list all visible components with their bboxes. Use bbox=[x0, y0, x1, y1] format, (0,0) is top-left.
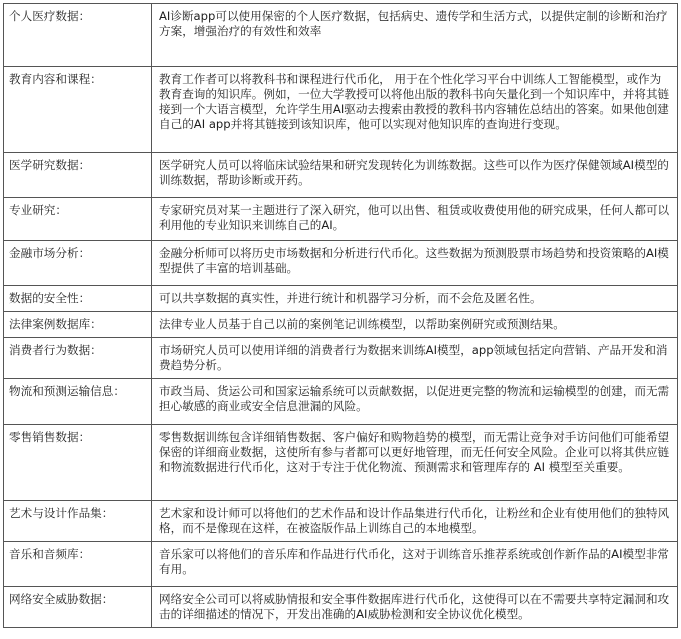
description-cell: 市场研究人员可以使用详细的消费者行为数据来训练AI模型，app领域包括定向营销、产品开发和消费趋势分析。 bbox=[152, 338, 678, 379]
table-row bbox=[4, 312, 678, 338]
table-row bbox=[4, 241, 678, 286]
description-cell: 金融分析师可以将历史市场数据和分析进行代币化。这些数据为预测股票市场趋势和投资策略的AI模型提供了丰富的培训基础。 bbox=[152, 241, 678, 286]
description-cell: 专家研究员对某一主题进行了深入研究，他可以出售、租赁或收费使用他的研究成果，任何人都可以利用他的专业知识来训练自己的AI。 bbox=[152, 198, 678, 241]
use-case-table bbox=[3, 3, 678, 628]
category-cell: 网络安全威胁数据： bbox=[4, 587, 152, 628]
category-cell: 物流和预测运输信息： bbox=[4, 379, 152, 425]
category-cell: 金融市场分析： bbox=[4, 241, 152, 286]
category-cell: 医学研究数据： bbox=[4, 153, 152, 198]
table-row bbox=[4, 338, 678, 379]
table-row bbox=[4, 587, 678, 628]
category-cell: 消费者行为数据： bbox=[4, 338, 152, 379]
category-cell: 教育内容和课程： bbox=[4, 67, 152, 153]
category-cell: 零售销售数据： bbox=[4, 425, 152, 501]
category-cell: 专业研究： bbox=[4, 198, 152, 241]
category-cell: 法律案例数据库： bbox=[4, 312, 152, 338]
table-row bbox=[4, 501, 678, 542]
table-row bbox=[4, 425, 678, 501]
category-cell: 数据的安全性： bbox=[4, 286, 152, 312]
description-cell: AI诊断app可以使用保密的个人医疗数据，包括病史、遗传学和生活方式，以提供定制的诊断和治疗方案，增强治疗的有效性和效率 bbox=[152, 4, 678, 67]
table-row bbox=[4, 153, 678, 198]
description-cell: 法律专业人员基于自己以前的案例笔记训练模型，以帮助案例研究或预测结果。 bbox=[152, 312, 678, 338]
table-row bbox=[4, 4, 678, 67]
description-cell: 零售数据训练包含详细销售数据、客户偏好和购物趋势的模型，而无需让竞争对手访问他们可能希望保密的详细商业数据，这使所有参与者都可以更好地管理，而无任何安全风险。企业可以将其供应链和物流数据进行代币化，这对于专注于优化物流、预测需求和管理库存的 AI 模型至关重要。 bbox=[152, 425, 678, 501]
category-cell: 艺术与设计作品集： bbox=[4, 501, 152, 542]
description-cell: 网络安全公司可以将威胁情报和安全事件数据库进行代币化，这使得可以在不需要共享特定漏洞和攻击的详细描述的情况下，开发出准确的AI威胁检测和安全协议优化模型。 bbox=[152, 587, 678, 628]
table-row bbox=[4, 67, 678, 153]
category-cell: 个人医疗数据： bbox=[4, 4, 152, 67]
description-cell: 可以共享数据的真实性，并进行统计和机器学习分析，而不会危及匿名性。 bbox=[152, 286, 678, 312]
table-row bbox=[4, 198, 678, 241]
table-row bbox=[4, 286, 678, 312]
description-cell: 教育工作者可以将教科书和课程进行代币化， 用于在个性化学习平台中训练人工智能模型，或作为教育查询的知识库。例如，一位大学教授可以将他出版的教科书向矢量化到一个知识库中，并将其链接到一个大语言模型，允许学生用AI驱动去搜索由教授的教科书内容辅佐总结出的答案。如果他创建自己的AI app并将其链接到该知识库，他可以实现对他知识库的查询进行变现。 bbox=[152, 67, 678, 153]
description-cell: 医学研究人员可以将临床试验结果和研究发现转化为训练数据。这些可以作为医疗保健领域AI模型的训练数据，帮助诊断或开药。 bbox=[152, 153, 678, 198]
description-cell: 市政当局、货运公司和国家运输系统可以贡献数据，以促进更完整的物流和运输模型的创建，而无需担心敏感的商业或安全信息泄漏的风险。 bbox=[152, 379, 678, 425]
table-row bbox=[4, 542, 678, 587]
description-cell: 艺术家和设计师可以将他们的艺术作品和设计作品集进行代币化，让粉丝和企业有使用他们的独特风格，而不是像现在这样，在被盗版作品上训练自己的本地模型。 bbox=[152, 501, 678, 542]
table-row bbox=[4, 379, 678, 425]
category-cell: 音乐和音频库： bbox=[4, 542, 152, 587]
description-cell: 音乐家可以将他们的音乐库和作品进行代币化，这对于训练音乐推荐系统或创作新作品的AI模型非常有用。 bbox=[152, 542, 678, 587]
